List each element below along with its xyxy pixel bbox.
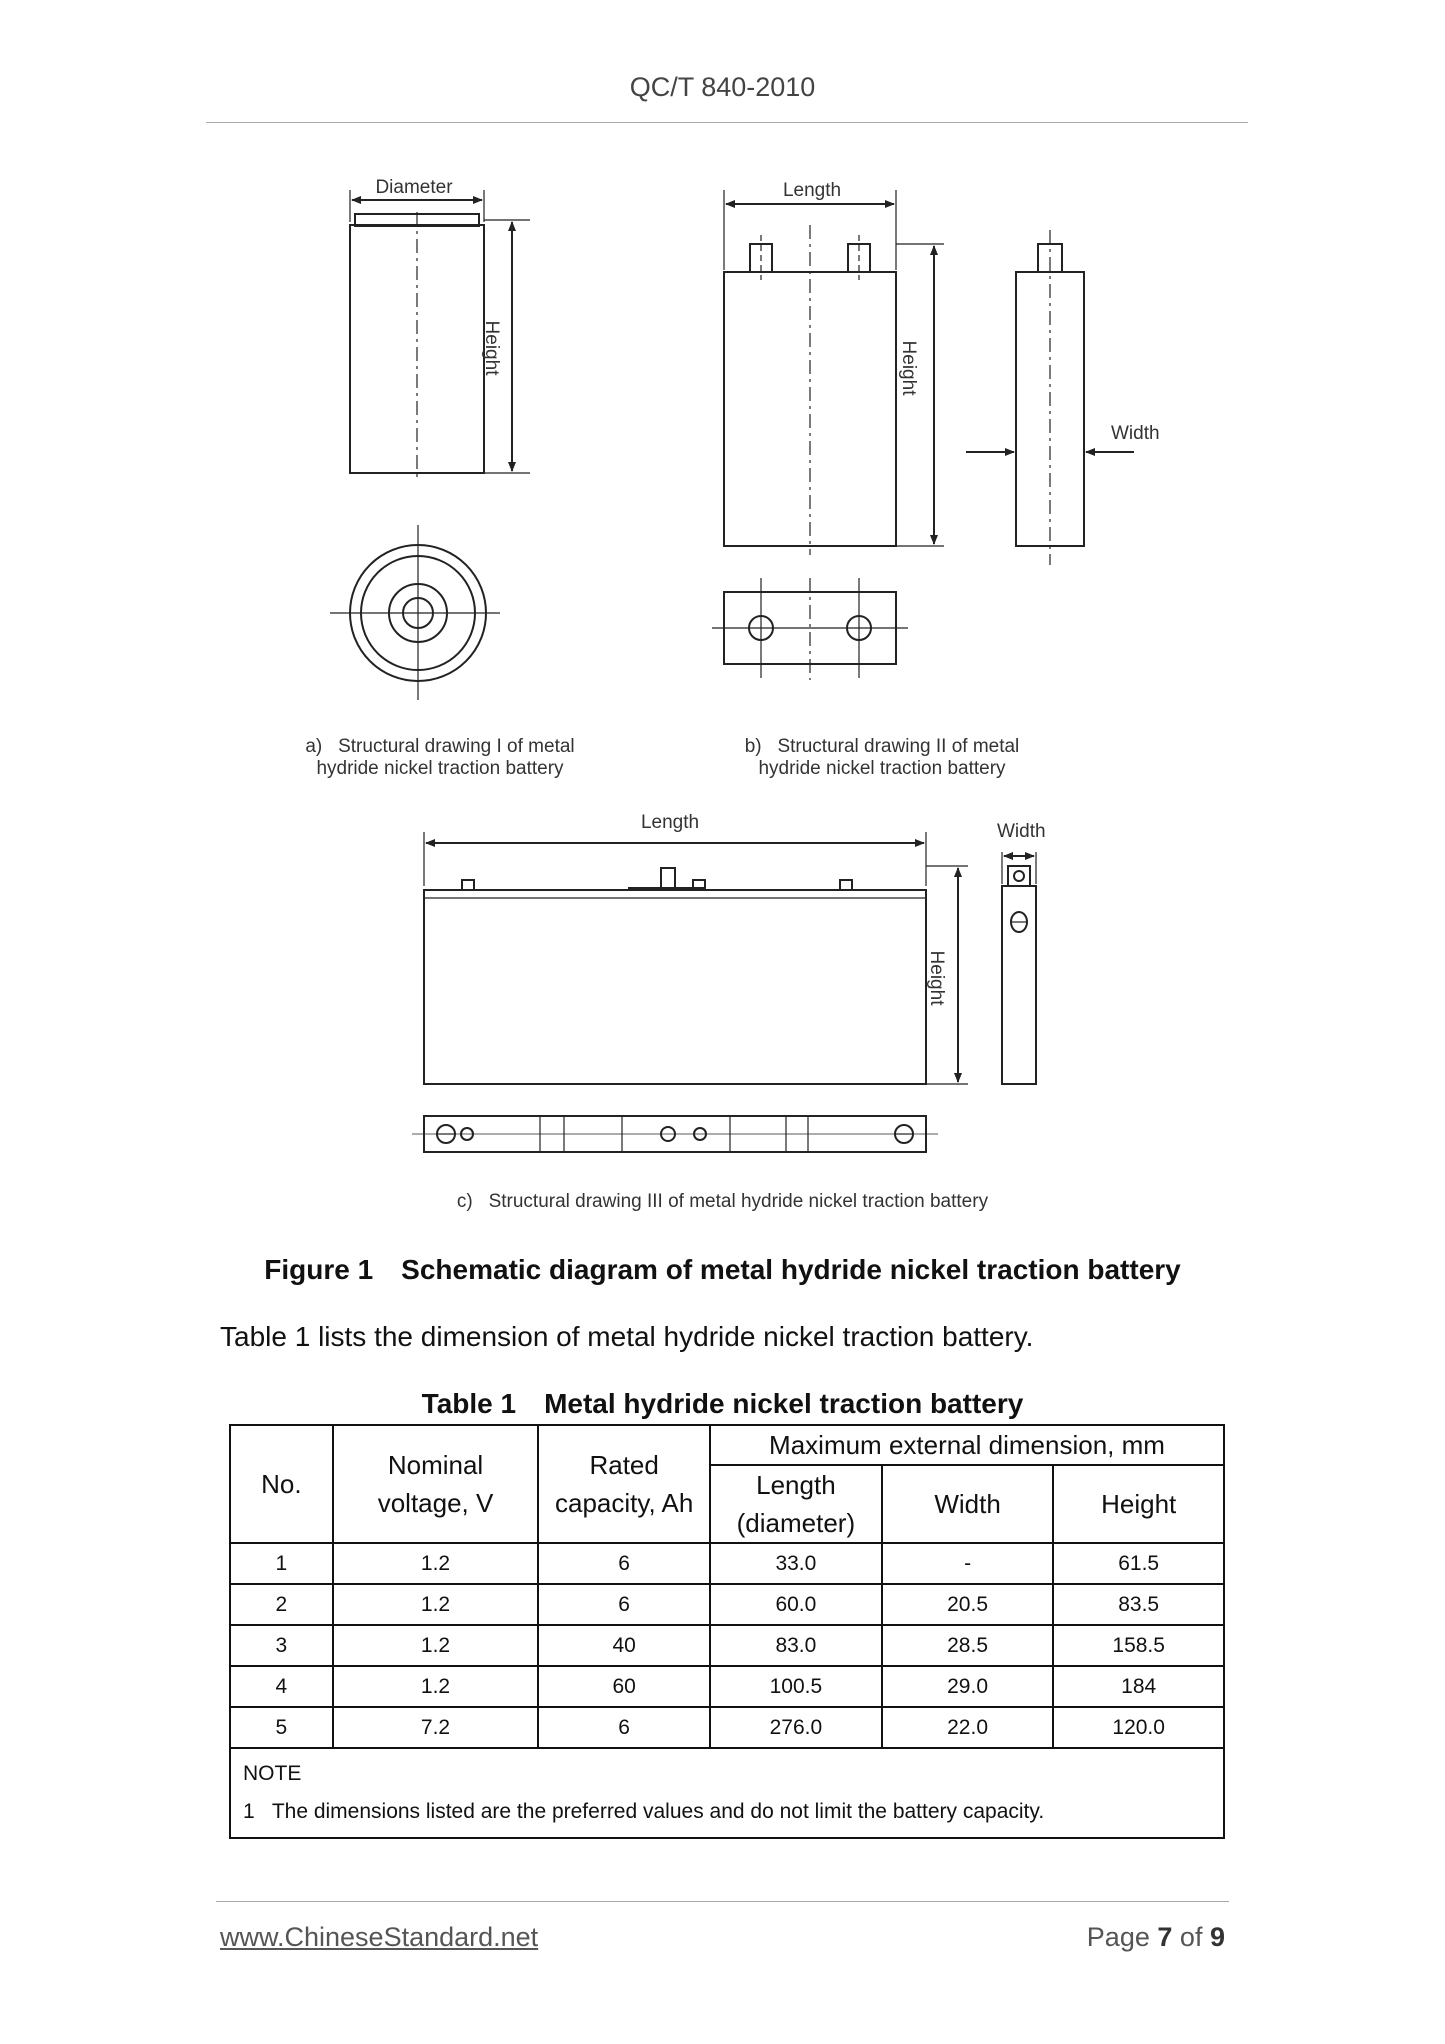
caption-a-line1: Structural drawing I of metal xyxy=(338,736,575,757)
caption-c xyxy=(300,1191,1145,1213)
cell-height: 61.5 xyxy=(1053,1543,1224,1584)
caption-a xyxy=(290,736,590,780)
header-width: Width xyxy=(882,1465,1054,1543)
cell-width: 28.5 xyxy=(882,1625,1054,1666)
cell-no: 2 xyxy=(230,1584,333,1625)
cell-voltage: 7.2 xyxy=(333,1707,539,1748)
figure-title xyxy=(0,1254,1445,1286)
cell-capacity: 60 xyxy=(538,1666,710,1707)
label-width-b: Width xyxy=(1111,423,1160,444)
cell-capacity: 6 xyxy=(538,1543,710,1584)
table-note xyxy=(230,1748,1224,1838)
cell-width: 22.0 xyxy=(882,1707,1054,1748)
cell-no: 1 xyxy=(230,1543,333,1584)
page-total: 9 xyxy=(1209,1922,1225,1952)
table-row xyxy=(230,1707,1224,1748)
header-capacity-line1: Rated xyxy=(589,1450,659,1480)
cell-height: 158.5 xyxy=(1053,1625,1224,1666)
table-row xyxy=(230,1543,1224,1584)
note-text: The dimensions listed are the preferred values and do not limit the battery capacity. xyxy=(271,1800,1045,1823)
drawing-b-prismatic-top xyxy=(712,578,908,680)
table-row xyxy=(230,1584,1224,1625)
drawing-c-module-front xyxy=(424,832,968,1084)
label-height-a: Height xyxy=(481,320,502,376)
header-voltage xyxy=(333,1425,539,1543)
header-title: QC/T 840-2010 xyxy=(629,72,816,102)
caption-b xyxy=(732,736,1032,780)
dimensions-table xyxy=(229,1424,1225,1839)
caption-c-prefix: c) xyxy=(456,1191,473,1212)
header-voltage-line1: Nominal xyxy=(387,1450,484,1480)
caption-a-line2: hydride nickel traction battery xyxy=(316,758,564,779)
label-length-b: Length xyxy=(782,180,842,201)
label-width-c: Width xyxy=(997,821,1046,842)
drawing-c-module-top xyxy=(412,1116,938,1152)
cell-length: 100.5 xyxy=(710,1666,882,1707)
table-body xyxy=(230,1543,1224,1748)
header-length xyxy=(710,1465,882,1543)
table-number: Table 1 xyxy=(421,1388,517,1419)
page-word: Page xyxy=(1086,1922,1150,1952)
footer-divider xyxy=(216,1901,1229,1902)
note-number: 1 xyxy=(243,1800,255,1823)
cell-height: 83.5 xyxy=(1053,1584,1224,1625)
header-capacity-line2: capacity, Ah xyxy=(555,1488,694,1518)
table-row xyxy=(230,1625,1224,1666)
header-max-dimension: Maximum external dimension, mm xyxy=(710,1425,1224,1465)
cell-height: 120.0 xyxy=(1053,1707,1224,1748)
header-voltage-line2: voltage, V xyxy=(377,1488,494,1518)
drawing-a-cylinder-side xyxy=(350,190,530,480)
cell-length: 83.0 xyxy=(710,1625,882,1666)
table-row xyxy=(230,1666,1224,1707)
label-diameter: Diameter xyxy=(375,177,453,198)
note-label: NOTE xyxy=(243,1762,302,1785)
cell-width: 29.0 xyxy=(882,1666,1054,1707)
label-length-c: Length xyxy=(640,812,700,833)
header-length-line2: (diameter) xyxy=(736,1508,856,1538)
cell-no: 5 xyxy=(230,1707,333,1748)
header-height: Height xyxy=(1053,1465,1224,1543)
cell-voltage: 1.2 xyxy=(333,1666,539,1707)
table-title xyxy=(0,1388,1445,1420)
cell-voltage: 1.2 xyxy=(333,1543,539,1584)
table-title-text: Metal hydride nickel traction battery xyxy=(544,1388,1024,1419)
label-height-c: Height xyxy=(926,950,947,1006)
footer-page-number xyxy=(1087,1922,1225,1953)
cell-capacity: 6 xyxy=(538,1584,710,1625)
caption-b-line2: hydride nickel traction battery xyxy=(758,758,1006,779)
intro-paragraph: Table 1 lists the dimension of metal hydride nickel traction battery. xyxy=(220,1321,1034,1352)
label-height-b: Height xyxy=(898,340,919,396)
drawing-c-module-side xyxy=(1002,852,1036,1084)
drawing-a-cylinder-top xyxy=(330,525,500,700)
cell-width: - xyxy=(882,1543,1054,1584)
footer-website-link[interactable]: www.ChineseStandard.net xyxy=(220,1922,539,1952)
cell-height: 184 xyxy=(1053,1666,1224,1707)
page-of: of xyxy=(1179,1922,1203,1952)
header-no: No. xyxy=(230,1425,333,1543)
caption-c-text: Structural drawing III of metal hydride nickel traction battery xyxy=(488,1191,989,1212)
caption-a-prefix: a) xyxy=(305,736,323,757)
table-header-row-1 xyxy=(230,1425,1224,1465)
cell-voltage: 1.2 xyxy=(333,1625,539,1666)
cell-capacity: 40 xyxy=(538,1625,710,1666)
drawing-b-prismatic-side xyxy=(966,230,1134,565)
cell-voltage: 1.2 xyxy=(333,1584,539,1625)
page-current: 7 xyxy=(1157,1922,1173,1952)
figure-number: Figure 1 xyxy=(264,1254,374,1285)
cell-length: 60.0 xyxy=(710,1584,882,1625)
cell-length: 33.0 xyxy=(710,1543,882,1584)
cell-length: 276.0 xyxy=(710,1707,882,1748)
figure-title-text: Schematic diagram of metal hydride nickel traction battery xyxy=(401,1254,1181,1285)
cell-no: 3 xyxy=(230,1625,333,1666)
cell-width: 20.5 xyxy=(882,1584,1054,1625)
cell-no: 4 xyxy=(230,1666,333,1707)
table-note-row xyxy=(230,1748,1224,1838)
header-length-line1: Length xyxy=(756,1470,836,1500)
cell-capacity: 6 xyxy=(538,1707,710,1748)
header-capacity xyxy=(538,1425,710,1543)
caption-b-line1: Structural drawing II of metal xyxy=(777,736,1020,757)
caption-b-prefix: b) xyxy=(744,736,762,757)
